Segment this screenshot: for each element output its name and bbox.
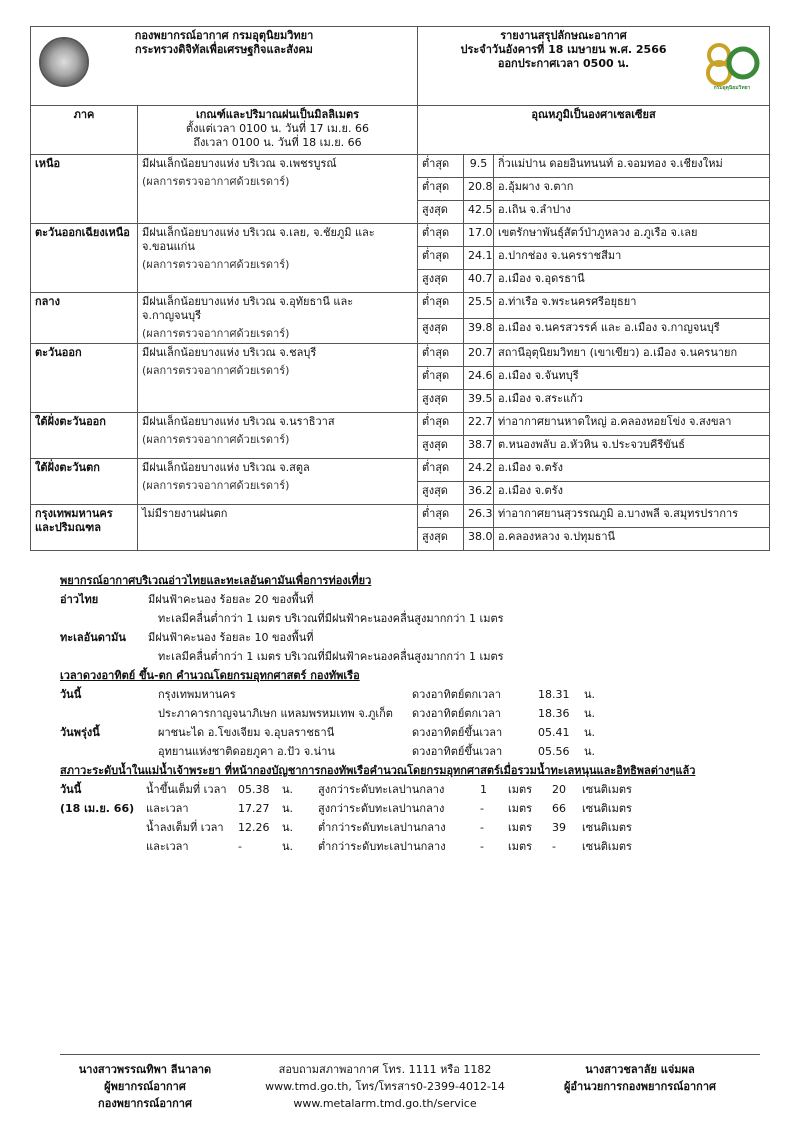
temp-value: 24.2 [464, 459, 494, 482]
tide-date: (18 เม.ย. 66) [60, 802, 135, 815]
tide-cm: 39 [552, 821, 566, 834]
tide-day: วันนี้ [60, 783, 82, 796]
temp-kind: ต่ำสุด [418, 505, 464, 528]
tide-cm: 66 [552, 802, 566, 815]
sun-place: ประภาคารกาญจนาภิเษก แหลมพรหมเทพ จ.ภูเก็ต [158, 707, 393, 720]
tide-time: 05.38 [238, 783, 270, 796]
temp-place: อ.เถิน จ.ลำปาง [494, 201, 770, 224]
sun-rows [30, 685, 769, 761]
gulf-label: อ่าวไทย [60, 593, 99, 606]
tide-row [30, 818, 769, 837]
tide-label: และเวลา [146, 802, 189, 815]
forecaster-org: กองพยากรณ์อากาศ [98, 1097, 192, 1110]
tide-time: 17.27 [238, 802, 270, 815]
org-header [31, 27, 418, 106]
tide-relation: ต่ำกว่าระดับทะเลปานกลาง [318, 840, 446, 853]
org-line2: กระทรวงดิจิทัลเพื่อเศรษฐกิจและสังคม [135, 43, 313, 56]
temp-kind: ต่ำสุด [418, 178, 464, 201]
weather-table [30, 26, 770, 551]
region-name: ตะวันออก [31, 344, 138, 413]
sun-heading: เวลาดวงอาทิตย์ ขึ้น-ตก คำนวณโดยกรมอุทกศาสตร์ กองทัพเรือ [60, 669, 360, 682]
temp-kind: ต่ำสุด [418, 247, 464, 270]
andaman-label: ทะเลอันดามัน [60, 631, 126, 644]
temp-kind: ต่ำสุด [418, 459, 464, 482]
tide-meters: - [480, 840, 484, 853]
tide-row [30, 799, 769, 818]
temp-value: 39.5 [464, 390, 494, 413]
tide-meter-unit: เมตร [508, 840, 533, 853]
temp-kind: สูงสุด [418, 318, 464, 344]
sun-time: 18.31 [538, 688, 570, 701]
temp-kind: ต่ำสุด [418, 224, 464, 247]
temp-column-header: อุณหภูมิเป็นองศาเซลเซียส [418, 106, 770, 155]
tide-time: 12.26 [238, 821, 270, 834]
sun-unit: น. [584, 745, 596, 758]
temp-value: 24.6 [464, 367, 494, 390]
director-block [530, 1061, 750, 1095]
tide-meters: - [480, 802, 484, 815]
director-name: นางสาวชลาลัย แจ่มผล [585, 1063, 695, 1076]
temp-place: อ.เมือง จ.จันทบุรี [494, 367, 770, 390]
temp-place: อ.เมือง จ.อุดรธานี [494, 270, 770, 293]
sun-unit: น. [584, 688, 596, 701]
temp-kind: ต่ำสุด [418, 293, 464, 319]
region-rain: มีฝนเล็กน้อยบางแห่ง บริเวณ จ.สตูล (ผลการตรวจอากาศด้วยเรดาร์) [138, 459, 418, 505]
sun-place: อุทยานแห่งชาติดอยภูคา อ.ปัว จ.น่าน [158, 745, 335, 758]
region-name: ใต้ฝั่งตะวันตก [31, 459, 138, 505]
contact-block [255, 1061, 515, 1112]
temp-value: 39.8 [464, 318, 494, 344]
region-row [31, 344, 770, 367]
report-header [418, 27, 770, 106]
sun-row [30, 685, 769, 704]
tide-row [30, 780, 769, 799]
tide-heading: สภาวะระดับน้ำในแม่น้ำเจ้าพระยา ที่หน้ากองบัญชาการกองทัพเรือคำนวณโดยกรมอุทกศาสตร์เมื่อรวมน้ำทะเลหนุนและอิทธิพลต่างๆแล้ว [60, 764, 696, 777]
temp-place: อ.เมือง จ.สระแก้ว [494, 390, 770, 413]
temp-value: 38.7 [464, 436, 494, 459]
forecaster-block [60, 1061, 230, 1112]
region-rain: มีฝนเล็กน้อยบางแห่ง บริเวณ จ.เพชรบูรณ์ (ผลการตรวจอากาศด้วยเรดาร์) [138, 155, 418, 224]
temp-kind: สูงสุด [418, 390, 464, 413]
temp-kind: ต่ำสุด [418, 344, 464, 367]
tide-cm-unit: เซนติเมตร [582, 802, 632, 815]
gulf-line2: ทะเลมีคลื่นต่ำกว่า 1 เมตร บริเวณที่มีฝนฟ้าคะนองคลื่นสูงมากกว่า 1 เมตร [158, 612, 504, 625]
temp-value: 36.2 [464, 482, 494, 505]
tide-cm: 20 [552, 783, 566, 796]
region-row [31, 413, 770, 436]
temp-kind: สูงสุด [418, 201, 464, 224]
temp-value: 22.7 [464, 413, 494, 436]
tide-relation: ต่ำกว่าระดับทะเลปานกลาง [318, 821, 446, 834]
tide-relation: สูงกว่าระดับทะเลปานกลาง [318, 783, 445, 796]
sun-place: ผาชนะได อ.โขงเจียม จ.อุบลราชธานี [158, 726, 335, 739]
contact-phone: สอบถามสภาพอากาศ โทร. 1111 หรือ 1182 [278, 1063, 492, 1076]
temp-kind: สูงสุด [418, 528, 464, 551]
tide-relation: สูงกว่าระดับทะเลปานกลาง [318, 802, 445, 815]
tide-rows [30, 780, 769, 856]
tide-cm-unit: เซนติเมตร [582, 821, 632, 834]
sun-time: 05.41 [538, 726, 570, 739]
region-name: กรุงเทพมหานคร และปริมณฑล [31, 505, 138, 551]
temp-place: อ.ท่าเรือ จ.พระนครศรีอยุธยา [494, 293, 770, 319]
marine-heading: พยากรณ์อากาศบริเวณอ่าวไทยและทะเลอันดามันเพื่อการท่องเที่ยว [60, 574, 372, 587]
forecaster-role: ผู้พยากรณ์อากาศ [104, 1080, 186, 1093]
temp-place: อ.อุ้มผาง จ.ตาก [494, 178, 770, 201]
temp-kind: ต่ำสุด [418, 413, 464, 436]
sun-day: วันพรุ่งนี้ [60, 726, 100, 739]
temp-place: ท่าอากาศยานหาดใหญ่ อ.คลองหอยโข่ง จ.สงขลา [494, 413, 770, 436]
tide-time-unit: น. [282, 821, 294, 834]
temp-place: อ.เมือง จ.นครสวรรค์ และ อ.เมือง จ.กาญจนบุรี [494, 318, 770, 344]
tide-meters: - [480, 821, 484, 834]
region-rain: มีฝนเล็กน้อยบางแห่ง บริเวณ จ.อุทัยธานี และ จ.กาญจนบุรี (ผลการตรวจอากาศด้วยเรดาร์) [138, 293, 418, 344]
tide-time-unit: น. [282, 840, 294, 853]
contact-service-link: www.metalarm.tmd.go.th/service [293, 1097, 477, 1110]
region-name: เหนือ [31, 155, 138, 224]
temp-value: 25.5 [464, 293, 494, 319]
region-name: ใต้ฝั่งตะวันออก [31, 413, 138, 459]
temp-value: 24.1 [464, 247, 494, 270]
marine-section [30, 571, 769, 856]
region-row [31, 293, 770, 319]
tide-meters: 1 [480, 783, 487, 796]
temp-kind: ต่ำสุด [418, 367, 464, 390]
temp-kind: สูงสุด [418, 482, 464, 505]
tide-time-unit: น. [282, 802, 294, 815]
andaman-line2: ทะเลมีคลื่นต่ำกว่า 1 เมตร บริเวณที่มีฝนฟ้าคะนองคลื่นสูงมากกว่า 1 เมตร [158, 650, 504, 663]
footer [60, 1054, 760, 1110]
temp-value: 20.8 [464, 178, 494, 201]
forecaster-name: นางสาวพรรณทิพา ลีนาลาด [78, 1063, 212, 1076]
tide-meter-unit: เมตร [508, 783, 533, 796]
sun-day: วันนี้ [60, 688, 82, 701]
region-name: ตะวันออกเฉียงเหนือ [31, 224, 138, 293]
report-title: รายงานสรุปลักษณะอากาศ [500, 29, 627, 42]
tide-cm-unit: เซนติเมตร [582, 783, 632, 796]
tide-cm-unit: เซนติเมตร [582, 840, 632, 853]
temp-place: ต.หนองพลับ อ.หัวหิน จ.ประจวบคีรีขันธ์ [494, 436, 770, 459]
sun-event: ดวงอาทิตย์ขึ้นเวลา [412, 745, 503, 758]
tide-time-unit: น. [282, 783, 294, 796]
contact-web: www.tmd.go.th, โทร/โทรสาร0-2399-4012-14 [265, 1080, 505, 1093]
sun-row [30, 742, 769, 761]
temp-place: อ.คลองหลวง จ.ปทุมธานี [494, 528, 770, 551]
temp-kind: ต่ำสุด [418, 155, 464, 178]
tide-cm: - [552, 840, 556, 853]
report-date: ประจำวันอังคารที่ 18 เมษายน พ.ศ. 2566 [460, 43, 667, 56]
region-rain: มีฝนเล็กน้อยบางแห่ง บริเวณ จ.เลย, จ.ชัยภูมิ และ จ.ขอนแก่น (ผลการตรวจอากาศด้วยเรดาร์) [138, 224, 418, 293]
region-row [31, 505, 770, 528]
region-rain: มีฝนเล็กน้อยบางแห่ง บริเวณ จ.นราธิวาส (ผลการตรวจอากาศด้วยเรดาร์) [138, 413, 418, 459]
temp-value: 20.7 [464, 344, 494, 367]
region-row [31, 224, 770, 247]
sun-event: ดวงอาทิตย์ขึ้นเวลา [412, 726, 503, 739]
temp-value: 42.5 [464, 201, 494, 224]
temp-kind: สูงสุด [418, 436, 464, 459]
temp-kind: สูงสุด [418, 270, 464, 293]
temp-value: 38.0 [464, 528, 494, 551]
andaman-line1: มีฝนฟ้าคะนอง ร้อยละ 10 ของพื้นที่ [148, 631, 314, 644]
tmd-80-logo-icon [701, 39, 763, 91]
region-row [31, 459, 770, 482]
region-name: กลาง [31, 293, 138, 344]
issue-time: ออกประกาศเวลา 0500 น. [497, 57, 630, 70]
report-page [30, 26, 769, 856]
sun-row [30, 704, 769, 723]
temp-place: กิ่วแม่ปาน ดอยอินทนนท์ อ.จอมทอง จ.เชียงใหม่ [494, 155, 770, 178]
temp-place: อ.ปากช่อง จ.นครราชสีมา [494, 247, 770, 270]
gulf-line1: มีฝนฟ้าคะนอง ร้อยละ 20 ของพื้นที่ [148, 593, 314, 606]
region-rain: มีฝนเล็กน้อยบางแห่ง บริเวณ จ.ชลบุรี (ผลการตรวจอากาศด้วยเรดาร์) [138, 344, 418, 413]
region-column-header: ภาค [31, 106, 138, 155]
temp-place: เขตรักษาพันธุ์สัตว์ป่าภูหลวง อ.ภูเรือ จ.เลย [494, 224, 770, 247]
sun-unit: น. [584, 726, 596, 739]
region-rows [31, 155, 770, 551]
director-role: ผู้อำนวยการกองพยากรณ์อากาศ [563, 1080, 716, 1093]
region-row [31, 155, 770, 178]
sun-time: 18.36 [538, 707, 570, 720]
tide-meter-unit: เมตร [508, 802, 533, 815]
sun-place: กรุงเทพมหานคร [158, 688, 236, 701]
sun-time: 05.56 [538, 745, 570, 758]
temp-value: 26.3 [464, 505, 494, 528]
sun-unit: น. [584, 707, 596, 720]
rain-column-header: เกณฑ์และปริมาณฝนเป็นมิลลิเมตร ตั้งแต่เวลา 0100 น. วันที่ 17 เม.ย. 66 ถึงเวลา 0100 น. วันที่ 18 เม.ย. 66 [138, 106, 418, 155]
temp-place: สถานีอุตุนิยมวิทยา (เขาเขียว) อ.เมือง จ.นครนายก [494, 344, 770, 367]
temp-value: 40.7 [464, 270, 494, 293]
region-rain: ไม่มีรายงานฝนตก [138, 505, 418, 551]
temp-place: อ.เมือง จ.ตรัง [494, 482, 770, 505]
sun-event: ดวงอาทิตย์ตกเวลา [412, 707, 501, 720]
temp-place: ท่าอากาศยานสุวรรณภูมิ อ.บางพลี จ.สมุทรปราการ [494, 505, 770, 528]
org-line1: กองพยากรณ์อากาศ กรมอุตุนิยมวิทยา [134, 29, 314, 42]
department-seal-icon [39, 37, 89, 87]
tide-label: น้ำลงเต็มที่ เวลา [146, 821, 224, 834]
tide-label: และเวลา [146, 840, 189, 853]
tide-meter-unit: เมตร [508, 821, 533, 834]
temp-value: 9.5 [464, 155, 494, 178]
temp-place: อ.เมือง จ.ตรัง [494, 459, 770, 482]
svg-text:กรมอุตุนิยมวิทยา: กรมอุตุนิยมวิทยา [713, 85, 751, 91]
tide-time: - [238, 840, 242, 853]
tide-label: น้ำขึ้นเต็มที่ เวลา [146, 783, 227, 796]
tide-row [30, 837, 769, 856]
sun-event: ดวงอาทิตย์ตกเวลา [412, 688, 501, 701]
temp-value: 17.0 [464, 224, 494, 247]
sun-row [30, 723, 769, 742]
